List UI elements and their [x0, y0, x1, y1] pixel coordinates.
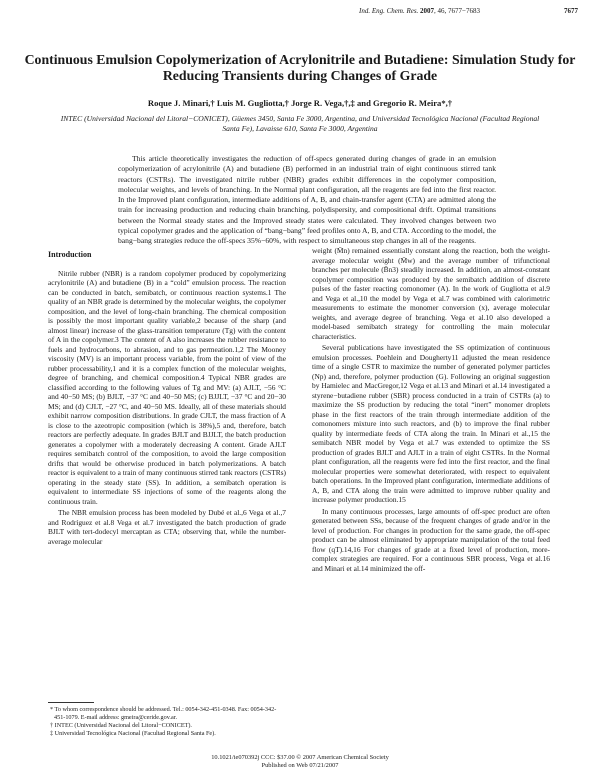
journal-header	[40, 7, 480, 15]
footnote-divider	[48, 702, 94, 703]
page-footer	[0, 754, 600, 770]
journal-year: 2007	[420, 7, 435, 15]
article-title: Continuous Emulsion Copolymerization of Acrylonitrile and Butadiene: Simulation Study for Reducing Transients during Changes of Grade	[24, 52, 576, 83]
paragraph: In many continuous processes, large amounts of off-spec product are often generated between SSs, because of the frequent changes of grade and/or in the level of production. For changes in production for the same grade, the off-spec product can be almost eliminated by appropriate manipulation of the total feed flow (qT).14,16 For changes of grade at a fixed level of production, more-complex strategies are required. For a continuous SBR process, Vega et al.16 and Minari et al.14 minimized the off-	[312, 506, 550, 573]
paragraph: weight (M̄n) remained essentially constant along the reaction, both the weight-average molecular weight (M̄w) and the average number of trifunctional branches per molecule (B̄n3) steadily increased. In addition, an almost-constant copolymer composition was produced by the semibatch addition of discrete pulses of the faster reacting comonomer (A). In the work of Gugliotta et al.9 and Vega et al.,10 the model by Vega et al.7 was combined with calorimetric measurements to estimate the monomer conversion (x), average molecular weights, and average degree of branching. Vega et al.10 also developed a model-based semibatch strategy for controlling the main molecular characteristics.	[312, 246, 550, 341]
footnote-corresponding: * To whom correspondence should be addressed. Tel.: 0054-342-451-0348. Fax: 0054-342-451-1079. E-mail address: gmeira@ceride.gov.ar.	[50, 706, 277, 721]
author-list: Roque J. Minari,† Luis M. Gugliotta,† Jorge R. Vega,†,‡ and Gregorio R. Meira*,†	[147, 98, 453, 108]
journal-name: Ind. Eng. Chem. Res.	[359, 7, 419, 15]
page-number: 7677	[564, 7, 578, 15]
right-column	[312, 246, 550, 575]
section-heading-introduction: Introduction	[48, 250, 92, 259]
journal-volume-pages: , 46, 7677−7683	[434, 7, 480, 15]
paragraph: The NBR emulsion process has been modeled by Dubé et al.,6 Vega et al.,7 and Rodríguez et al.8 Vega et al.7 investigated the batch production of grade BJLT with tert-dodecyl mercaptan as CTA; observing that, while the number-average molecular	[48, 508, 286, 546]
footnote-affiliation-1: † INTEC (Universidad Nacional del Litoral−CONICET).	[50, 722, 192, 729]
left-column	[48, 246, 286, 548]
published-line: Published on Web 07/21/2007	[261, 762, 339, 769]
footnote-affiliation-2: ‡ Universidad Tecnológica Nacional (Facultad Regional Santa Fe).	[50, 730, 216, 737]
affiliations: INTEC (Universidad Nacional del Litoral−CONICET), Güemes 3450, Santa Fe 3000, Argentina, and Universidad Tecnológica Nacional (Facultad Regional Santa Fe), Lavaisse 610, Santa Fe 3000, Argentina	[60, 114, 540, 133]
footnotes	[48, 702, 286, 738]
paragraph: Several publications have investigated the SS optimization of continuous emulsion processes. Poehlein and Dougherty11 adjusted the mean residence time of a single CSTR to maximize the number of generated polymer particles (Np) and, therefore, polymer production (G). Following an original suggestion by Hamielec and MacGregor,12 Vega et al.13 and Minari et al.14 investigated a styrene−butadiene rubber (SBR) process conducted in a train of CSTRs (a) to maximize the SS production by reducing the total “inert” monomer droplets phase in the first reactors of the train through intermediate addition of the comonomers mixture into such reactors, and (b) to improve the final rubber quality by intermediate feeds of CTA along the train. In Minari et al.,15 the semibatch NBR model by Vega et al.7 was extended to optimize the SS production of grades BJLT and AJLT in a train of eight CSTRs. In the Normal plant configuration, all the reagents were fed into the first reactor, and the final molecular properties were somewhat deteriorated, with respect to equivalent batch operations. In the Improved plant configuration, intermediate additions of A, B, and CTA along the train were admitted to improve rubber quality and increase polymer production.15	[312, 343, 550, 504]
abstract: This article theoretically investigates the reduction of off-specs generated during changes of grade in an emulsion copolymerization of acrylonitrile (A) and butadiene (B) performed in an industrial train of eight continuous stirred tank reactors (CSTRs). The investigated nitrile rubber (NBR) grades exhibit differences in the copolymer composition, molecular weights, and levels of branching. In the Normal plant configuration, all the reagents are fed into the first reactor. In the Improved plant configuration, intermediate additions of A, B, and chain-transfer agent (CTA) are admitted along the train for increasing production and reducing chain branching, polydispersity, and compositional drift. Optimal transitions between the Normal steady states and the Improved steady states were calculated. They involved changes between two typical copolymer grades and the application of “bang−bang” feed profiles onto A, B, and CTA. According to the model, the bang−bang strategies reduce the off-specs 35%−60%, with respect to simultaneous step changes in all of the reagents.	[118, 154, 496, 245]
doi-line: 10.1021/ie070392j CCC: $37.00 © 2007 American Chemical Society	[211, 754, 389, 761]
paragraph: Nitrile rubber (NBR) is a random copolymer produced by copolymerizing acrylonitrile (A) and butadiene (B) in a “cold” emulsion process. The reaction can be conducted in batch, semibatch, or continuous reaction systems.1 The quality of an NBR grade is determined by the molecular weights, the copolymer composition, and the level of long-chain branching. The chemical composition is possibly the most important quality variable,2 because of the sharp (and almost linear) increase of the glass-transition temperature (Tg) with the content of A in the copolymer.3 The content of A also increases the rubber resistance to fuels and hydrocarbons, to abrasion, and to gas permeation.1,2 The Mooney viscosity (MV) is an important process variable, from the point of view of the rubber processability,1 and it is a complex function of the molecular weights, degree of branching, and chemical composition.4 Typical NBR grades are classified according to the following values of Tg and MV: (a) AJLT, −56 °C and 40−50 MS; (b) BJLT, −37 °C and 40−50 MS; (c) BJJLT, −37 °C and 20−30 MS; and (d) CJLT, −27 °C, and 40−50 MS. Ideally, all of these materials should exhibit narrow composition distributions. In grade CJLT, the mass fraction of A is close to the azeotropic composition (which is 38%),5 and, therefore, batch reactors are perfectly adequate. In grades BJLT and BJJLT, the batch production generates a copolymer with a moderately decreasing A content. Grade AJLT requires semibatch control of the composition, to avoid the large composition drifts that would be otherwise produced in batch polymerizations. A batch reactor is equivalent to a train of many continuous stirred tank reactors (CSTRs) operating in the steady state (SS). In addition, a semibatch operation is equivalent to intermediate SS injections of some of the reagents along the continuous train.	[48, 268, 286, 506]
